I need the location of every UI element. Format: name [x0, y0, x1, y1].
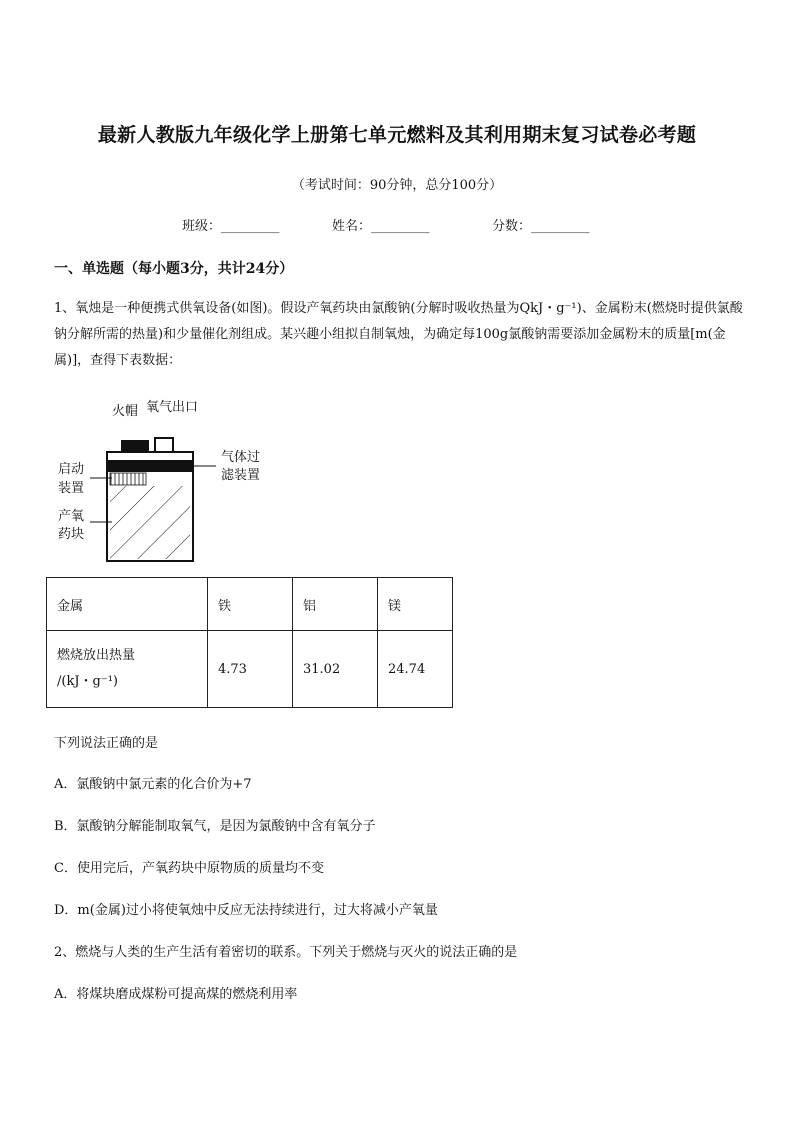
table-row-label	[47, 631, 208, 708]
start-device-label-line1: 启动	[58, 462, 85, 477]
start-device-label-line2: 装置	[58, 481, 85, 496]
oxygen-outlet-label: 氧气出口	[146, 400, 199, 415]
oxygen-block-label-line1: 产氧	[58, 509, 85, 524]
oxygen-block-label-line2: 药块	[58, 527, 85, 542]
name-field: 姓名：_________	[332, 219, 430, 234]
table-header-cell: 铝	[293, 578, 378, 631]
option-d: D．m(金属)过小将使氧烛中反应无法持续进行，过大将减小产氧量	[54, 903, 438, 918]
filter-label-line2: 滤装置	[221, 468, 261, 483]
exam-title: 最新人教版九年级化学上册第七单元燃料及其利用期末复习试卷必考题	[97, 124, 697, 146]
option-c: C．使用完后，产氧药块中原物质的质量均不变	[54, 861, 324, 876]
table-header-cell: 铁	[208, 578, 293, 631]
question-2-stem: 2、燃烧与人类的生产生活有着密切的联系。下列关于燃烧与灭火的说法正确的是	[54, 945, 518, 960]
option-b: B．氯酸钠分解能制取氧气，是因为氯酸钠中含有氧分子	[54, 819, 376, 834]
score-field: 分数：_________	[492, 219, 590, 234]
class-field: 班级：_________	[182, 219, 280, 234]
table-header-cell: 镁	[378, 578, 453, 631]
table-cell-iron: 4.73	[208, 631, 293, 708]
exam-subtitle: （考试时间：90分钟，总分100分）	[291, 178, 503, 193]
table-header-row	[47, 578, 453, 631]
table-cell-magnesium: 24.74	[378, 631, 453, 708]
question-1-prompt: 下列说法正确的是	[54, 736, 159, 751]
q2-option-a: A．将煤块磨成煤粉可提高煤的燃烧利用率	[54, 987, 298, 1002]
filter-label-line1: 气体过	[221, 450, 261, 465]
row-label-line2: /(kJ・g⁻¹)	[57, 674, 119, 689]
cap-label: 火帽	[112, 404, 139, 419]
section-heading: 一、单选题（每小题3分，共计24分）	[54, 261, 294, 277]
table-header-cell: 金属	[47, 578, 208, 631]
table-row	[47, 631, 453, 708]
metal-heat-table	[46, 577, 453, 708]
table-cell-aluminum: 31.02	[293, 631, 378, 708]
row-label-line1: 燃烧放出热量	[57, 648, 136, 663]
option-a: A．氯酸钠中氯元素的化合价为+7	[54, 777, 252, 792]
question-1-stem: 1、氧烛是一种便携式供氧设备(如图)。假设产氧药块由氯酸钠(分解时吸收热量为QkJ・g⁻¹)、金属粉末(燃烧时提供氯酸钠分解所需的热量)和少量催化剂组成。某兴趣小组拟自制氧烛，为确定每100g氯酸钠需要添加金属粉末的质量[m(金属)]，查得下表数据：	[54, 301, 743, 368]
